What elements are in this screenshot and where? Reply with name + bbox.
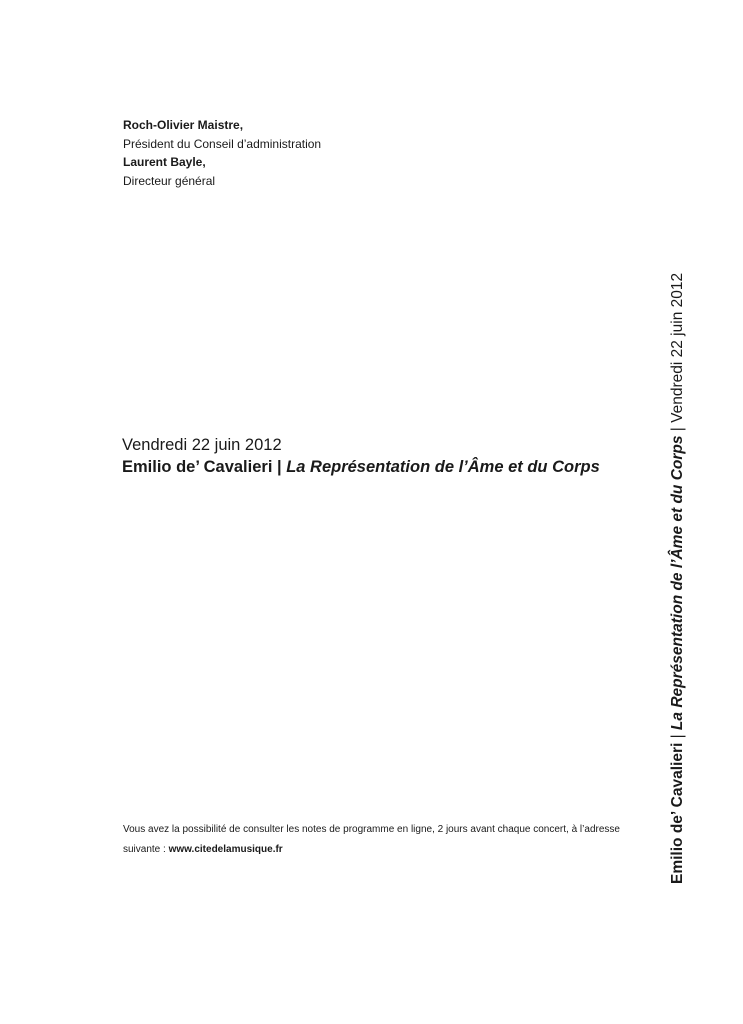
official-name: Roch-Olivier Maistre, — [123, 118, 244, 132]
online-notes-notice — [123, 820, 633, 860]
spine-separator: | — [669, 730, 686, 743]
official-name: Laurent Bayle, — [123, 155, 206, 169]
spine-work-title: La Représentation de l’Âme et du Corps — [669, 435, 686, 731]
website-link[interactable]: www.citedelamusique.fr — [168, 844, 283, 855]
concert-headline — [122, 434, 642, 478]
notice-text: Vous avez la possibilité de consulter les notes de programme en ligne, 2 jours avant chaque concert, à l’adresse suivante : — [123, 824, 620, 855]
work-title: La Représentation de l’Âme et du Corps — [286, 458, 600, 476]
concert-title — [122, 456, 642, 478]
spine-date: Vendredi 22 juin 2012 — [669, 272, 686, 423]
spine-composer: Emilio de’ Cavalieri — [669, 742, 686, 884]
concert-date: Vendredi 22 juin 2012 — [122, 436, 282, 454]
composer-name: Emilio de’ Cavalieri — [122, 458, 273, 476]
officials-block — [123, 116, 321, 190]
title-separator: | — [272, 458, 287, 476]
official-role: Directeur général — [123, 173, 216, 188]
official-role: Président du Conseil d’administration — [123, 136, 322, 151]
spine-separator: | — [669, 422, 686, 436]
spine-text — [668, 224, 688, 884]
